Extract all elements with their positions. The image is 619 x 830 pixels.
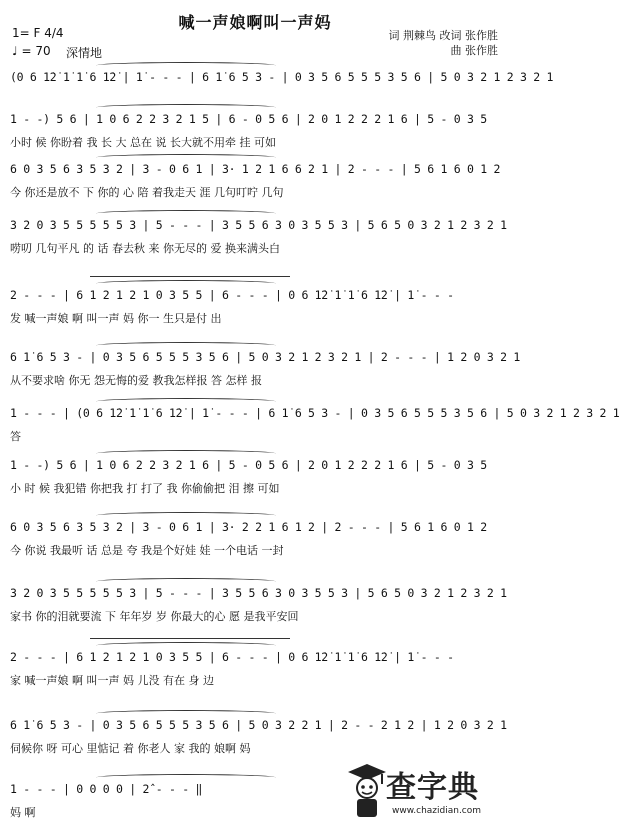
notation-line: 1 - -) 5 6 | 1 0 6 2 2 3 2 1 5 | 6 - 0 5 6 | 2 0 1 2 2 2 1 6 | 5 - 0 3 5 (10, 112, 487, 126)
slur-mark (96, 450, 276, 457)
tempo-marking: ♩ = 70 (12, 44, 51, 58)
slur-mark (96, 578, 276, 585)
graduate-mascot-icon (346, 762, 388, 820)
notation-line: 1 - - - | (0 6 1̇2̇ 1̇ 1̇ 6 1̇2̇ | 1̇ - - - | 6 1̇ 6 5 3 - | 0 3 5 6 5 5 5 3 5 6 | 5 0 3 2 1 2 3 2 1 (10, 406, 619, 420)
lyric-line: 小 时 候 我犯错 你把我 打 打了 我 你偷偷把 泪 擦 可如 (10, 482, 280, 495)
phrase-line (90, 276, 290, 277)
lyric-line: 家 喊一声娘 啊 叫一声 妈 儿没 有在 身 边 (10, 674, 214, 687)
logo-title: 查字典 (386, 770, 479, 805)
slur-mark (96, 512, 276, 519)
notation-line: 2 - - - | 6 1 2 1 2 1 0 3 5 5 | 6 - - - | 0 6 1̇2̇ 1̇ 1̇ 6 1̇2̇ | 1̇ - - - (10, 650, 454, 664)
slur-mark (96, 774, 276, 781)
slur-mark (96, 398, 276, 405)
slur-mark (96, 710, 276, 717)
slur-mark (96, 280, 276, 287)
slur-mark (96, 342, 276, 349)
song-title: 喊一声娘啊叫一声妈 (178, 13, 332, 32)
lyric-line: 今 你说 我最听 话 总是 夸 我是个好娃 娃 一个电话 一封 (10, 544, 284, 557)
lyric-line: 答 (10, 430, 21, 443)
composer-credit: 曲 张作胜 (450, 44, 498, 57)
phrase-line (90, 638, 290, 639)
lyric-line: 发 喊一声娘 啊 叫一声 妈 你一 生只是付 出 (10, 312, 222, 325)
credits (389, 28, 499, 58)
lyric-line: 妈 啊 (10, 806, 36, 819)
notation-line: 2 - - - | 6 1 2 1 2 1 0 3 5 5 | 6 - - - | 0 6 1̇2̇ 1̇ 1̇ 6 1̇2̇ | 1̇ - - - (10, 288, 454, 302)
notation-line: 1 - - - | 0 0 0 0 | 2̂ - - - ‖ (10, 782, 203, 796)
notation-line: 1 - -) 5 6 | 1 0 6 2 2 3 2 1 6 | 5 - 0 5 6 | 2 0 1 2 2 2 1 6 | 5 - 0 3 5 (10, 458, 487, 472)
lyric-line: 小时 候 你盼着 我 长 大 总在 说 长大就不用牵 挂 可如 (10, 136, 276, 149)
lyricist-credit: 词 荆棘鸟 改词 张作胜 (388, 29, 498, 42)
notation-line: 3 2 0 3 5 5 5 5 5 3 | 5 - - - | 3 5 5 6 3 0 3 5 5 3 | 5 6 5 0 3 2 1 2 3 2 1 (10, 586, 507, 600)
notation-line: 6 0 3 5 6 3 5 3 2 | 3 - 0 6 1 | 3· 2 2 1 6 1 2 | 2 - - - | 5 6 1 6 0 1 2 (10, 520, 487, 534)
notation-line: 6 1̇ 6 5 3 - | 0 3 5 6 5 5 5 3 5 6 | 5 0 3 2 1 2 3 2 1 | 2 - - - | 1 2 0 3 2 1 (10, 350, 521, 364)
lyric-line: 唠叨 几句平凡 的 话 春去秋 来 你无尽的 爱 换来满头白 (10, 242, 280, 255)
notation-line: (0 6 1̇2̇ 1̇ 1̇ 6 1̇2̇ | 1̇ - - - | 6 1̇ 6 5 3 - | 0 3 5 6 5 5 5 3 5 6 | 5 0 3 2 1 2 3 2 1 (10, 70, 554, 84)
notation-line: 3 2 0 3 5 5 5 5 5 3 | 5 - - - | 3 5 5 6 3 0 3 5 5 3 | 5 6 5 0 3 2 1 2 3 2 1 (10, 218, 507, 232)
slur-mark (96, 210, 276, 217)
expression-marking: 深情地 (66, 46, 103, 60)
slur-mark (96, 154, 276, 161)
slur-mark (96, 642, 276, 649)
site-logo (346, 758, 506, 826)
logo-url: www.chazidian.com (392, 806, 482, 816)
slur-mark (96, 104, 276, 111)
lyric-line: 伺候你 呀 可心 里惦记 着 你老人 家 我的 娘啊 妈 (10, 742, 251, 755)
key-signature: 1= F 4/4 (12, 26, 64, 40)
lyric-line: 今 你还是放不 下 你的 心 陪 着我走天 涯 几句叮咛 几句 (10, 186, 284, 199)
lyric-line: 从不要求啥 你无 怨无悔的爱 教我怎样报 答 怎样 报 (10, 374, 262, 387)
notation-line: 6 0 3 5 6 3 5 3 2 | 3 - 0 6 1 | 3· 1 2 1 6 6 2 1 | 2 - - - | 5 6 1 6 0 1 2 (10, 162, 501, 176)
notation-line: 6 1̇ 6 5 3 - | 0 3 5 6 5 5 5 3 5 6 | 5 0 3 2 2 1 | 2 - - 2 1 2 | 1 2 0 3 2 1 (10, 718, 507, 732)
lyric-line: 家书 你的泪就要流 下 年年岁 岁 你最大的心 愿 是我平安回 (10, 610, 299, 623)
slur-mark (96, 62, 276, 69)
